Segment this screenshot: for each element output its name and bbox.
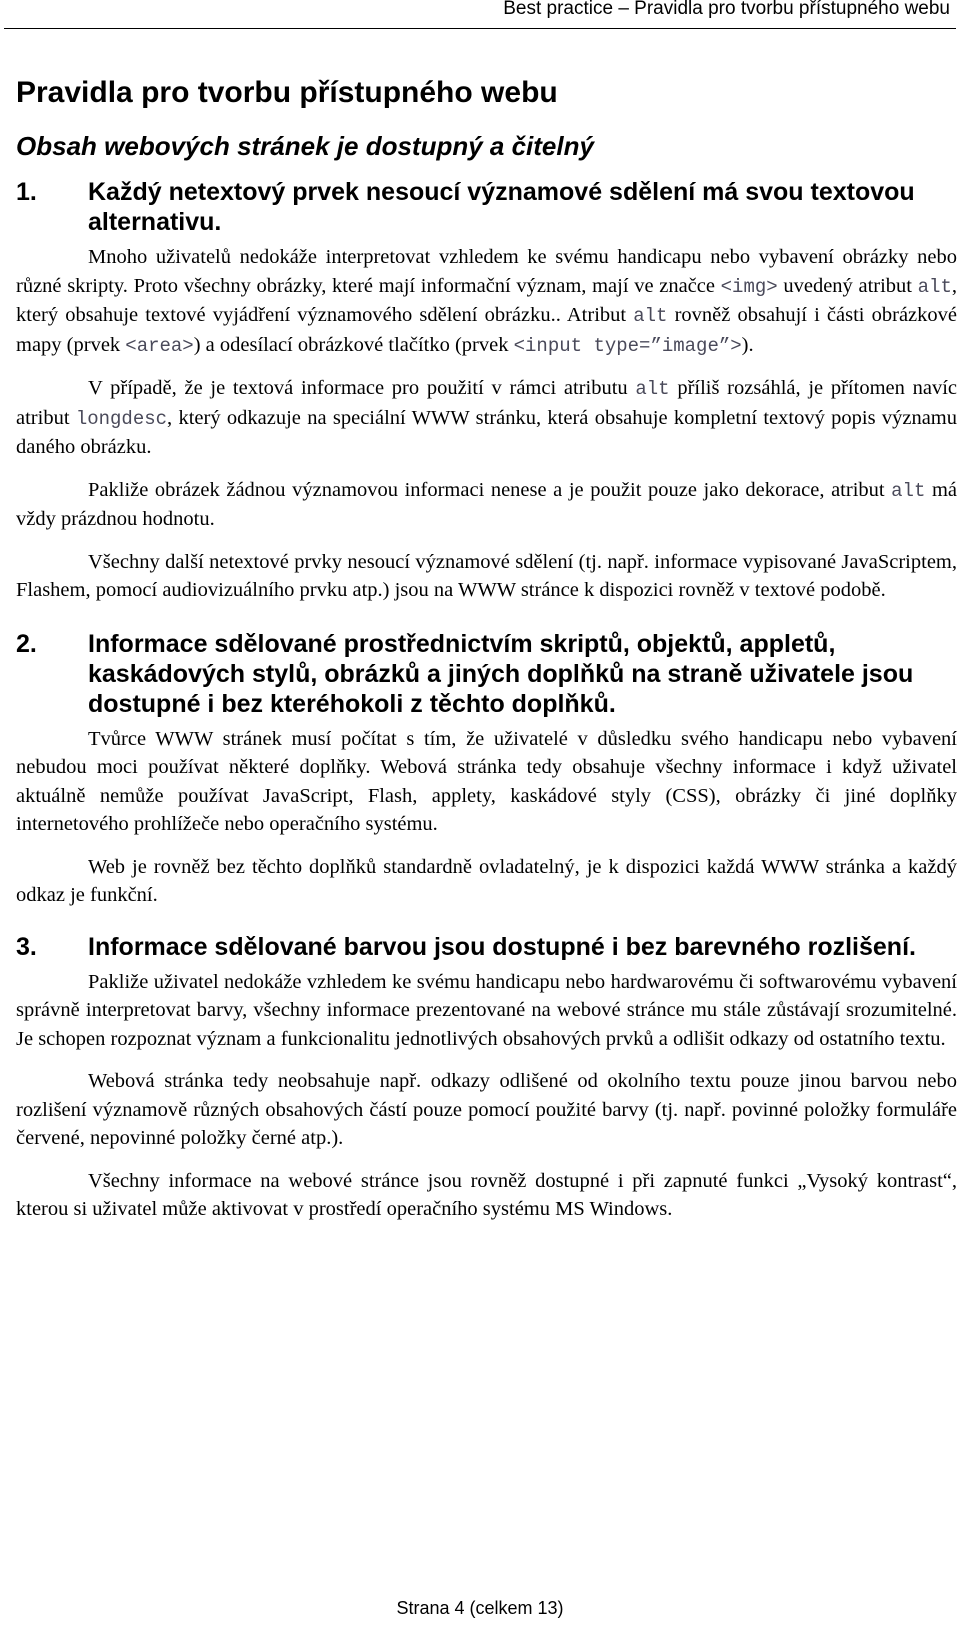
section-heading bbox=[16, 932, 957, 962]
section-heading-text: Informace sdělované barvou jsou dostupné i bez barevného rozlišení. bbox=[88, 932, 916, 961]
section-2 bbox=[16, 629, 957, 910]
header-divider bbox=[4, 28, 956, 29]
page-title: Pravidla pro tvorbu přístupného webu bbox=[16, 76, 558, 109]
paragraph: Webová stránka tedy neobsahuje např. odkazy odlišené od okolního textu pouze jinou barvou nebo rozlišení významově různých obsahových částí pouze pomocí použité barvy (tj. např. povinné položky formuláře červené, nepovinné položky černé atp.). bbox=[16, 1070, 957, 1149]
section-number: 2. bbox=[16, 629, 37, 658]
paragraph: Tvůrce WWW stránek musí počítat s tím, že uživatelé v důsledku svého handicapu nebo vybavení nebudou moci používat některé doplňky. Webová stránka tedy obsahuje všechny informace i když uživatel aktuálně nemůže používat JavaScript, Flash, applety, kaskádové styly (CSS), obrázky či jiné doplňky internetového prohlížeče nebo operačního systému. bbox=[16, 727, 957, 835]
section-heading-text: Informace sdělované prostřednictvím skriptů, objektů, appletů, kaskádových stylů, obrázků a jiných doplňků na straně uživatele jsou dostupné i bez kteréhokoli z těchto doplňků. bbox=[88, 629, 914, 718]
code-snippet: alt bbox=[891, 479, 926, 502]
page-subtitle: Obsah webových stránek je dostupný a čitelný bbox=[16, 131, 594, 161]
code-snippet: longdesc bbox=[75, 407, 168, 430]
section-heading bbox=[16, 177, 957, 237]
paragraph: V případě, že je textová informace pro použití v rámci atributu alt příliš rozsáhlá, je přítomen navíc atribut longdesc, který odkazuje na speciální WWW stránku, která obsahuje kompletní textový popis významu daného obrázku. bbox=[16, 377, 957, 458]
code-snippet: <img> bbox=[720, 275, 778, 298]
section-number: 1. bbox=[16, 178, 37, 206]
section-number: 3. bbox=[16, 932, 37, 961]
paragraph: Pakliže uživatel nedokáže vzhledem ke svému handicapu nebo hardwarovému či softwarovému vybavení správně interpretovat barvy, všechny informace prezentované na webové stránce mu stále zůstávají srozumitelné. Je schopen rozpoznat význam a funkcionalitu jednotlivých obsahových prvků a odlišit odkazy od ostatního textu. bbox=[16, 970, 957, 1050]
paragraph: Mnoho uživatelů nedokáže interpretovat vzhledem ke svému handicapu nebo vybavení obrázky nebo různé skripty. Proto všechny obrázky, které mají informační význam, mají ve značce <img> uvedený atribut alt, který obsahuje textové vyjádření významového sdělení obrázku.. Atribut alt rovněž obsahují i části obrázkové mapy (prvek <area>) a odesílací obrázkové tlačítko (prvek <input type=”image”>). bbox=[16, 246, 957, 357]
paragraph: Web je rovněž bez těchto doplňků standardně ovladatelný, je k dispozici každá WWW stránka a každý odkaz je funkční. bbox=[16, 855, 957, 906]
section-1 bbox=[16, 177, 957, 605]
section-heading-text: Každý netextový prvek nesoucí významové sdělení má svou textovou alternativu. bbox=[88, 178, 915, 236]
paragraph: Pakliže obrázek žádnou významovou informaci nenese a je použit pouze jako dekorace, atribut alt má vždy prázdnou hodnotu. bbox=[16, 478, 957, 530]
code-snippet: alt bbox=[633, 305, 668, 327]
running-header: Best practice – Pravidla pro tvorbu přístupného webu bbox=[503, 0, 950, 19]
code-snippet: alt bbox=[917, 275, 952, 298]
section-heading bbox=[16, 629, 957, 719]
paragraph: Všechny informace na webové stránce jsou rovněž dostupné i při zapnuté funkci „Vysoký kontrast“, kterou si uživatel může aktivovat v prostředí operačního systému MS Windows. bbox=[16, 1169, 957, 1220]
page-number: Strana 4 (celkem 13) bbox=[396, 1598, 564, 1618]
code-snippet: alt bbox=[635, 378, 670, 400]
code-snippet: <input type=”image”> bbox=[513, 334, 742, 357]
paragraph: Všechny další netextové prvky nesoucí významové sdělení (tj. např. informace vypisované JavaScriptem, Flashem, pomocí audiovizuálního prvku atp.) jsou na WWW stránce k dispozici rovněž v textové podobě. bbox=[16, 550, 957, 601]
section-3 bbox=[16, 932, 957, 1224]
document-body bbox=[16, 74, 957, 1238]
code-snippet: <area> bbox=[125, 334, 194, 357]
